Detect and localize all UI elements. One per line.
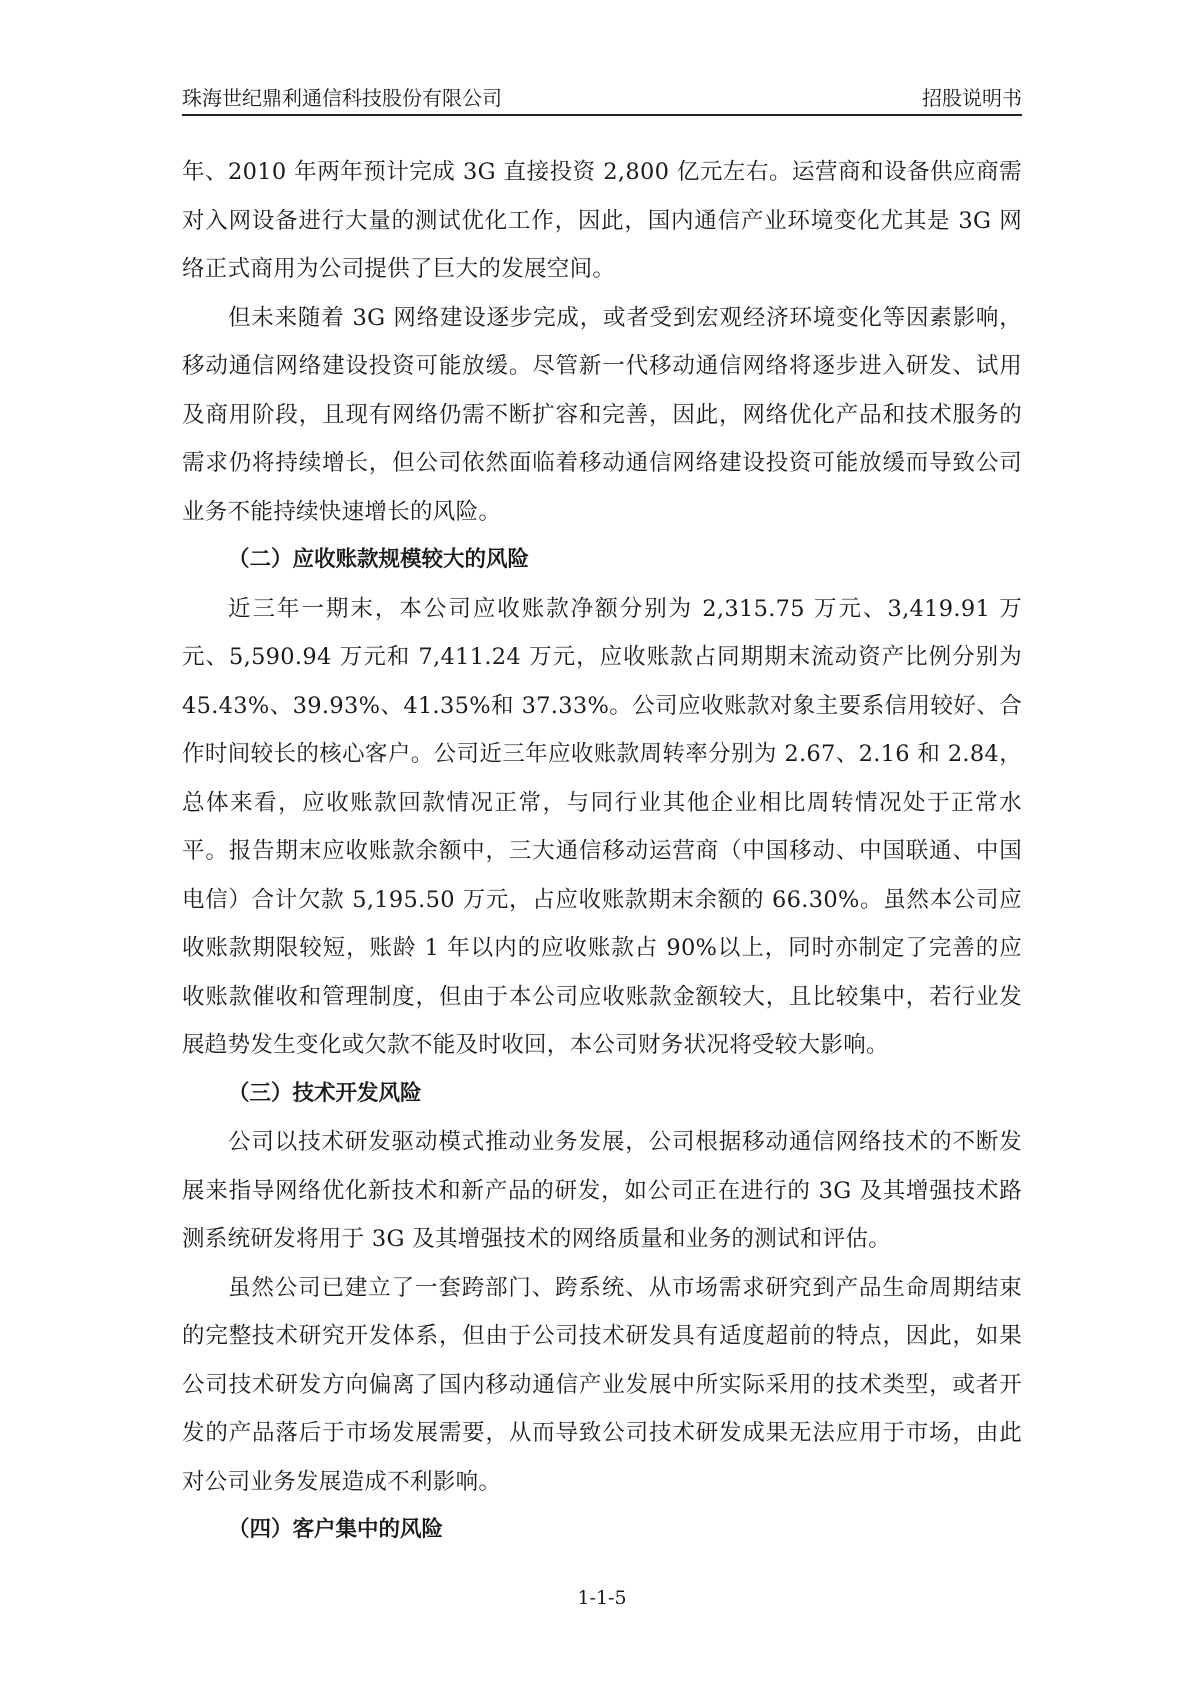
- document-page: [182, 0, 1022, 1698]
- header-document-type: 招股说明书: [922, 86, 1022, 110]
- section-heading: （三）技术开发风险: [228, 1080, 422, 1106]
- paragraph: 但未来随着 3G 网络建设逐步完成，或者受到宏观经济环境变化等因素影响，移动通信网络建设投资可能放缓。尽管新一代移动通信网络将逐步进入研发、试用及商用阶段，且现有网络仍需不断扩容和完善，因此，网络优化产品和技术服务的需求仍将持续增长，但公司依然面临着移动通信网络建设投资可能放缓而导致公司业务不能持续快速增长的风险。: [182, 304, 1022, 525]
- page-number: 1-1-5: [577, 1587, 627, 1609]
- paragraph: 虽然公司已建立了一套跨部门、跨系统、从市场需求研究到产品生命周期结束的完整技术研究开发体系，但由于公司技术研发具有适度超前的特点，因此，如果公司技术研发方向偏离了国内移动通信产业发展中所实际采用的技术类型，或者开发的产品落后于市场发展需要，从而导致公司技术研发成果无法应用于市场，由此对公司业务发展造成不利影响。: [182, 1274, 1022, 1495]
- paragraph: 近三年一期末，本公司应收账款净额分别为 2,315.75 万元、3,419.91 万元、5,590.94 万元和 7,411.24 万元，应收账款占同期期末流动资产比例分别为 45.43%、39.93%、41.35%和 37.33%。公司应收账款对象主要系信用较好、合作时间较长的核心客户。公司近三年应收账款周转率分别为 2.67、2.16 和 2.84，总体来看，应收账款回款情况正常，与同行业其他企业相比周转情况处于正常水平。报告期末应收账款余额中，三大通信移动运营商（中国移动、中国联通、中国电信）合计欠款 5,195.50 万元，占应收账款期末余额的 66.30%。虽然本公司应收账款期限较短，账龄 1 年以内的应收账款占 90%以上，同时亦制定了完善的应收账款催收和管理制度，但由于本公司应收账款金额较大，且比较集中，若行业发展趋势发生变化或欠款不能及时收回，本公司财务状况将受较大影响。: [182, 595, 1022, 1058]
- paragraph: 公司以技术研发驱动模式推动业务发展，公司根据移动通信网络技术的不断发展来指导网络优化新技术和新产品的研发，如公司正在进行的 3G 及其增强技术路测系统研发将用于 3G 及其增强技术的网络质量和业务的测试和评估。: [182, 1129, 1022, 1252]
- section-heading: （四）客户集中的风险: [228, 1517, 444, 1542]
- paragraph: 年、2010 年两年预计完成 3G 直接投资 2,800 亿元左右。运营商和设备供应商需对入网设备进行大量的测试优化工作，因此，国内通信产业环境变化尤其是 3G 网络正式商用为公司提供了巨大的发展空间。: [182, 159, 1022, 282]
- header-company-name: 珠海世纪鼎利通信科技股份有限公司: [182, 86, 502, 110]
- body-text: [182, 148, 1022, 1555]
- section-heading: （二）应收账款规模较大的风险: [228, 547, 530, 572]
- page-header: [182, 84, 1022, 116]
